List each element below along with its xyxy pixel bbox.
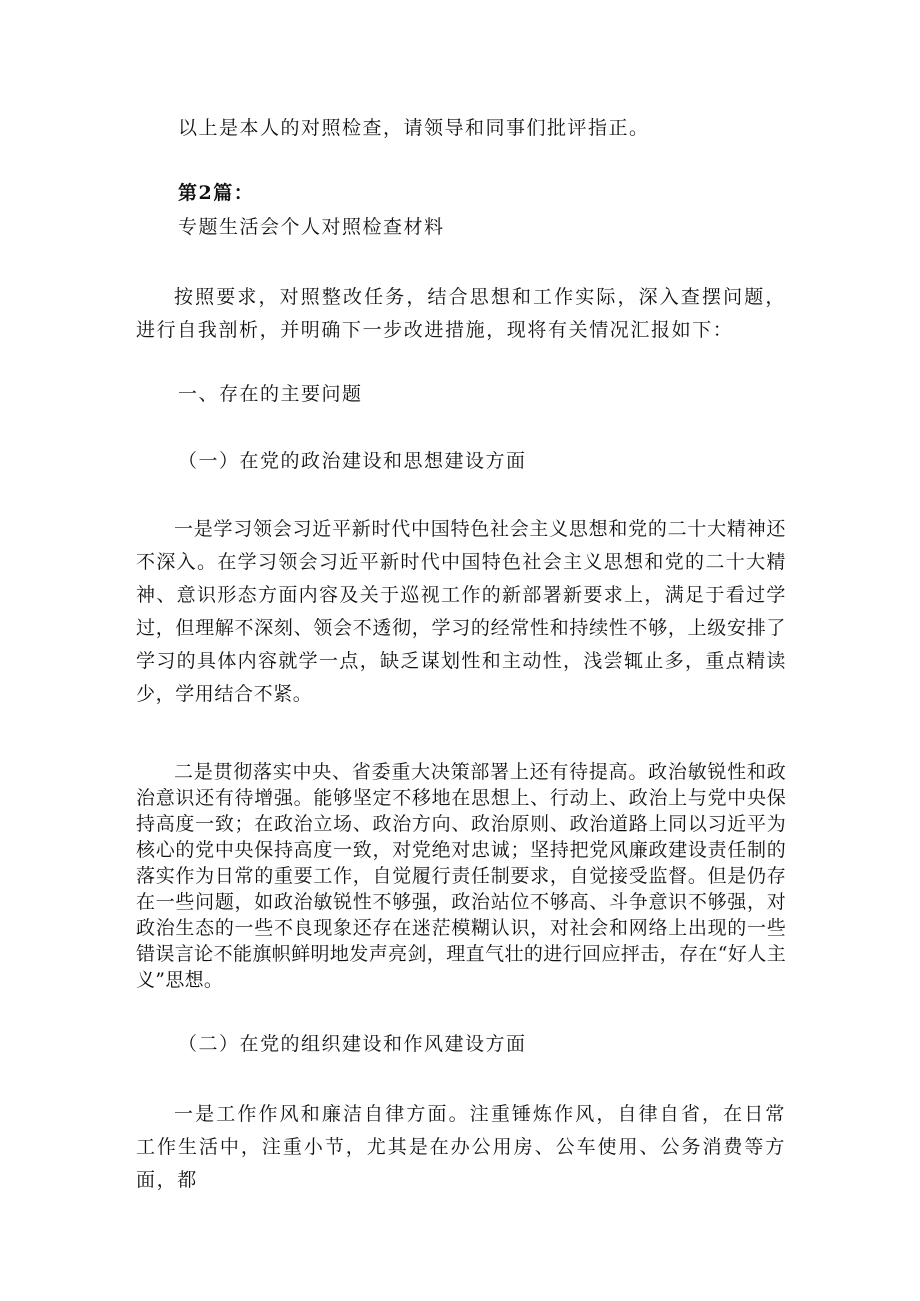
intro-paragraph: 按照要求，对照整改任务，结合思想和工作实际，深入查摆问题，进行自我剖析，并明确下一步改进措施，现将有关情况汇报如下： [136,286,786,341]
paragraph-work-style: 一是工作作风和廉洁自律方面。注重锤炼作风，自律自省，在日常工作生活中，注重小节，尤其是在办公用房、公车使用、公务消费等方面，都 [136,1103,786,1191]
sub-heading-political: （一）在党的政治建设和思想建设方面 [178,450,527,472]
paragraph-study: 一是学习领会习近平新时代中国特色社会主义思想和党的二十大精神还不深入。在学习领会习近平新时代中国特色社会主义思想和党的二十大精神、意识形态方面内容及关于巡视工作的新部署新要求上，满足于看过学过，但理解不深刻、领会不透彻，学习的经常性和持续性不够，上级安排了学习的具体内容就学一点，缺乏谋划性和主动性，浅尝辄止多，重点精读少，学用结合不紧。 [136,518,786,705]
section-title: 专题生活会个人对照检查材料 [178,216,445,238]
paragraph-implementation: 二是贯彻落实中央、省委重大决策部署上还有待提高。政治敏锐性和政治意识还有待增强。能够坚定不移地在思想上、行动上、政治上与党中央保持高度一致；在政治立场、政治方向、政治原则、政治道路上同以习近平为核心的党中央保持高度一致，对党绝对忠诚；坚持把党风廉政建设责任制的落实作为日常的重要工作，自觉履行责任制要求，自觉接受监督。但是仍存在一些问题，如政治敏锐性不够强，政治站位不够高、斗争意识不够强，对政治生态的一些不良现象还存在迷茫模糊认识，对社会和网络上出现的一些错误言论不能旗帜鲜明地发声亮剑，理直气壮的进行回应抨击，存在“好人主义”思想。 [136,761,786,991]
section-label: 第2篇： [178,182,255,204]
closing-statement: 以上是本人的对照检查，请领导和同事们批评指正。 [178,117,650,139]
sub-heading-organization: （二）在党的组织建设和作风建设方面 [178,1033,527,1055]
main-heading: 一、存在的主要问题 [178,383,363,405]
